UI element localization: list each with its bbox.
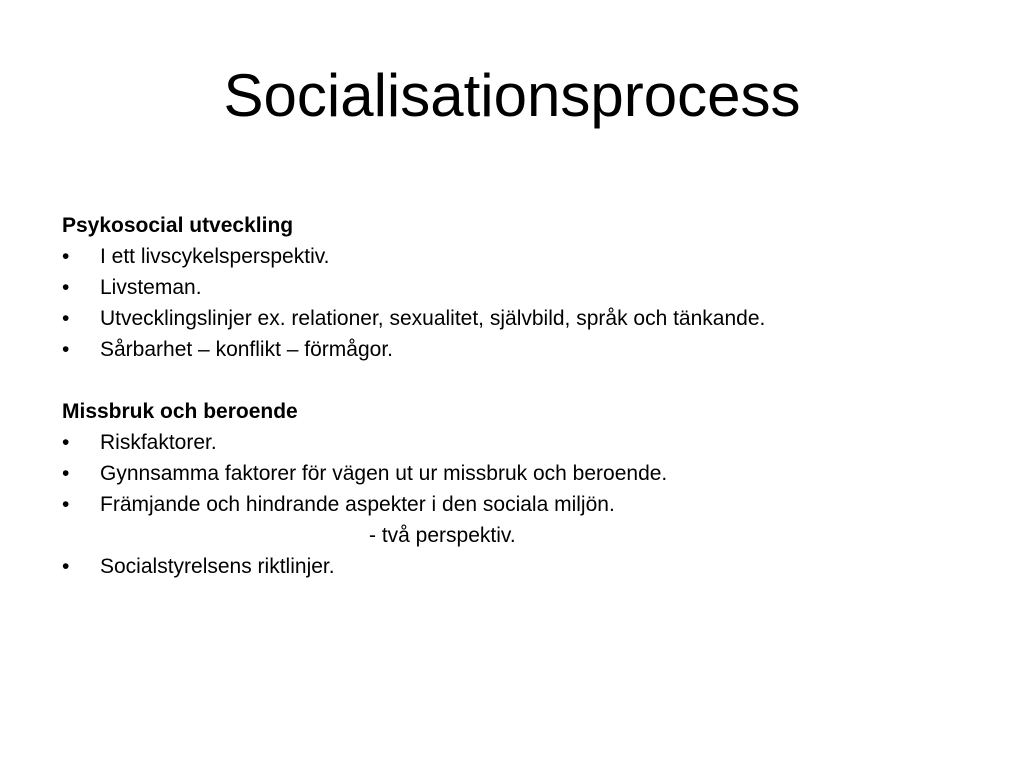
list-item (62, 303, 1002, 334)
bullet-glyph: • (62, 338, 70, 361)
bullet-glyph: • (62, 555, 70, 578)
list-item-text: Socialstyrelsens riktlinjer. (100, 555, 335, 578)
bullet-glyph: • (62, 307, 70, 330)
bullet-glyph: • (62, 276, 70, 299)
list-item (62, 489, 1002, 520)
list-item-continuation (62, 520, 1002, 551)
list-item (62, 241, 1002, 272)
list-item (62, 551, 1002, 582)
list-item-text: Riskfaktorer. (100, 431, 217, 454)
list-item (62, 427, 1002, 458)
list-item (62, 272, 1002, 303)
bullet-glyph: • (62, 462, 70, 485)
list-item-text: Främjande och hindrande aspekter i den sociala miljön. (100, 493, 615, 516)
list-item (62, 334, 1002, 365)
list-item-text: Livsteman. (100, 276, 202, 299)
continuation-text: - två perspektiv. (369, 524, 516, 547)
section-spacer (62, 365, 1002, 396)
bullet-glyph: • (62, 245, 70, 268)
list-item-text: Utvecklingslinjer ex. relationer, sexualitet, självbild, språk och tänkande. (100, 307, 766, 330)
bullet-glyph: • (62, 431, 70, 454)
section-heading-psykosocial: Psykosocial utveckling (62, 214, 294, 237)
slide-title: Socialisationsprocess (223, 62, 801, 129)
list-item-text: Gynnsamma faktorer för vägen ut ur missbruk och beroende. (100, 462, 668, 485)
list-item-text: I ett livscykelsperspektiv. (100, 245, 330, 268)
section-heading-missbruk: Missbruk och beroende (62, 400, 298, 423)
bullet-glyph: • (62, 493, 70, 516)
list-item (62, 458, 1002, 489)
list-item-text: Sårbarhet – konflikt – förmågor. (100, 338, 393, 361)
slide-body (62, 210, 1002, 582)
